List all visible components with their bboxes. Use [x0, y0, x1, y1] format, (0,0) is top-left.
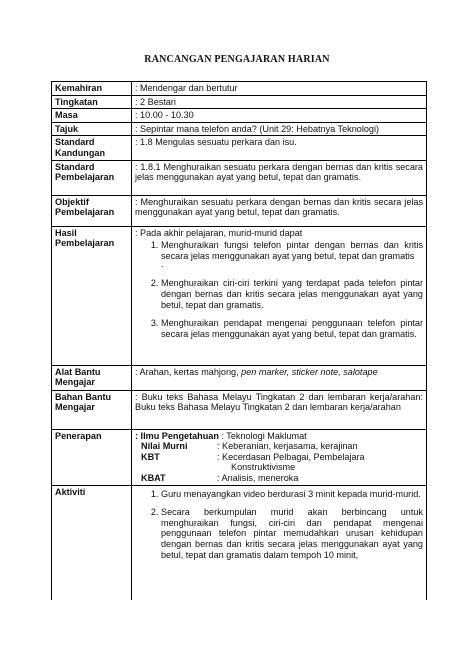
value-aktiviti	[132, 485, 427, 600]
nilai-label: Nilai Murni	[141, 441, 188, 452]
row-masa	[52, 109, 427, 123]
row-hasil	[52, 226, 427, 365]
hasil-list	[135, 240, 423, 339]
kbt-value: : Kecerdasan Pelbagai, Pembelajara	[217, 451, 365, 462]
hasil-dot: .	[161, 259, 164, 270]
value-tajuk: : Sepintar mana telefon anda? (Unit 29: Hebatnya Teknologi)	[132, 122, 427, 136]
value-masa: : 10.00 - 10.30	[132, 109, 427, 123]
list-item: 3. Menghuraikan pendapat mengenai penggunaan telefon pintar secara jelas menggunakan ayat yang betul, tepat dan gramatis.	[161, 318, 423, 339]
row-aktiviti	[52, 485, 427, 600]
kbt-cont: Konstruktivisme	[231, 462, 296, 473]
kbat-label: KBAT	[141, 472, 166, 483]
value-kemahiran: : Mendengar dan bertutur	[132, 82, 427, 96]
hasil-item-text: Menghuraikan fungsi telefon pintar dengan bernas dan kritis secara jelas menggunakan ayat yang betul, tepat dan gramatis	[161, 240, 423, 261]
label-standard-pembelajaran: Standard Pembelajaran	[52, 160, 132, 195]
label-tajuk: Tajuk	[52, 122, 132, 136]
row-standard-kandungan	[52, 136, 427, 160]
hasil-intro: : Pada akhir pelajaran, murid-murid dapat	[135, 227, 303, 238]
row-alat	[52, 365, 427, 390]
label-penerapan: Penerapan	[52, 429, 132, 485]
label-alat: Alat Bantu Mengajar	[52, 365, 132, 390]
aktiviti-list	[135, 489, 423, 561]
value-alat	[132, 365, 427, 390]
value-hasil	[132, 226, 427, 365]
kbt-line	[135, 452, 423, 463]
nilai-line	[135, 441, 423, 452]
list-item	[161, 240, 423, 270]
label-standard-kandungan: Standard Kandungan	[52, 136, 132, 160]
list-item: 2. Menghuraikan ciri-ciri terkini yang terdapat pada telefon pintar dengan bernas dan kritis secara jelas menggunakan ayat yang betul, tepat dan gramatis.	[161, 278, 423, 310]
row-tajuk	[52, 122, 427, 136]
kbat-line	[135, 473, 423, 484]
list-item: 2. Secara berkumpulan murid akan berbincang untuk menghuraikan fungsi, ciri-ciri dan pendapat mengenai penggunaan telefon pintar memudahkan urusan kehidupan dengan bernas dan kritis secara jelas menggunakan ayat yang betul, tepat dan gramatis dalam tempoh 10 minit,	[161, 507, 423, 560]
row-objektif	[52, 195, 427, 226]
label-kemahiran: Kemahiran	[52, 82, 132, 96]
label-masa: Masa	[52, 109, 132, 123]
kbt-label: KBT	[141, 451, 160, 462]
value-standard-kandungan: : 1.8 Mengulas sesuatu perkara dan isu.	[132, 136, 427, 160]
page-title: RANCANGAN PENGAJARAN HARIAN	[144, 54, 330, 65]
row-penerapan	[52, 429, 427, 485]
row-standard-pembelajaran	[52, 160, 427, 195]
value-objektif: : Menghuraikan sesuatu perkara dengan bernas dan kritis secara jelas menggunakan ayat yang betul, tepat dan gramatis.	[132, 195, 427, 226]
label-hasil: Hasil Pembelajaran	[52, 226, 132, 365]
alat-plain: : Arahan, kertas mahjong,	[135, 366, 242, 377]
kbat-value: : Analisis, meneroka	[217, 472, 299, 483]
value-standard-pembelajaran: : 1.8.1 Menghuraikan sesuatu perkara dengan bernas dan kritis secara jelas menggunakan ayat yang betul, tepat dan gramatis.	[132, 160, 427, 195]
value-tingkatan: : 2 Bestari	[132, 95, 427, 109]
kbt-cont-line	[135, 462, 423, 473]
ilmu-label: : Ilmu Pengetahuan	[135, 430, 219, 441]
ilmu-value: : Teknologi Maklumat	[221, 430, 307, 441]
row-kemahiran	[52, 82, 427, 96]
value-penerapan	[132, 429, 427, 485]
lesson-plan-table	[51, 81, 427, 600]
row-tingkatan	[52, 95, 427, 109]
label-objektif: Objektif Pembelajaran	[52, 195, 132, 226]
label-bahan: Bahan Bantu Mengajar	[52, 390, 132, 429]
label-aktiviti: Aktiviti	[52, 485, 132, 600]
value-bahan: : Buku teks Bahasa Melayu Tingkatan 2 dan lembaran kerja/arahan: Buku teks Bahasa Melayu Tingkatan 2 dan lembaran kerja/arahan	[132, 390, 427, 429]
label-tingkatan: Tingkatan	[52, 95, 132, 109]
list-item: 1. Guru menayangkan video berdurasi 3 minit kepada murid-murid.	[161, 489, 423, 500]
alat-italic: pen marker, sticker note, salotape	[241, 366, 378, 377]
ilmu-line	[135, 431, 423, 442]
nilai-value: : Keberanian, kerjasama, kerajinan	[217, 441, 358, 452]
row-bahan	[52, 390, 427, 429]
